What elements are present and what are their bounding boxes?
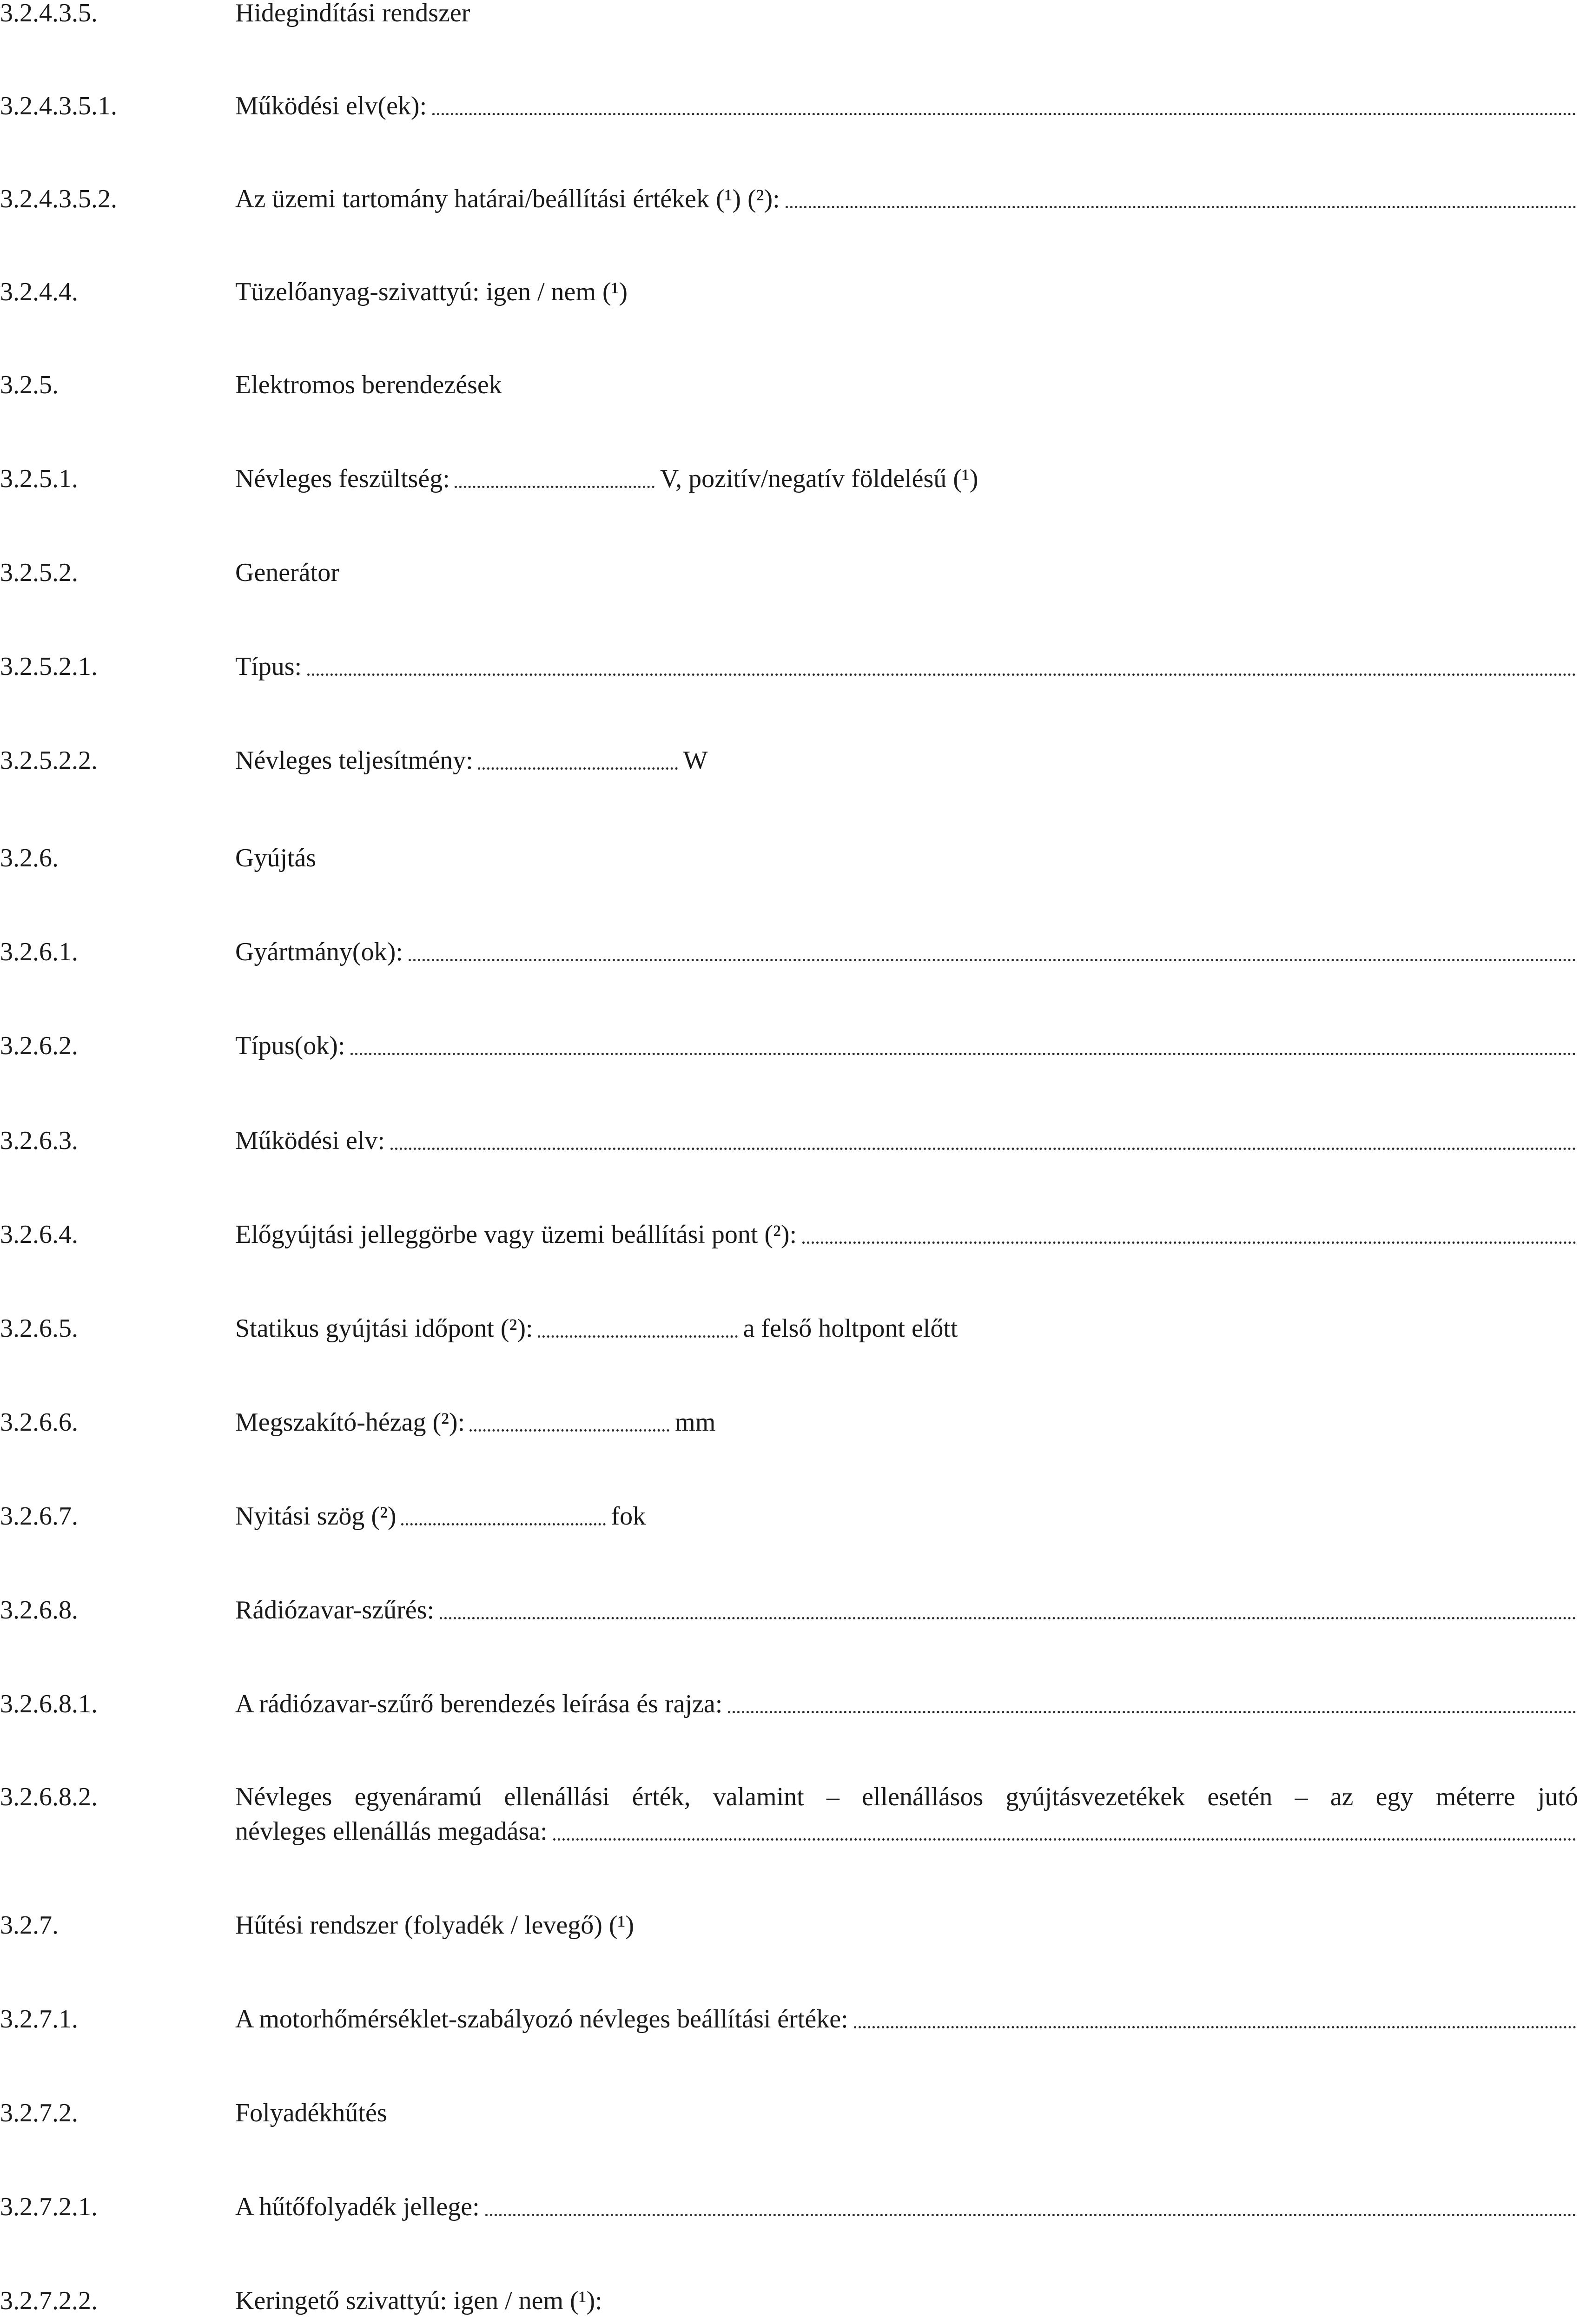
- field-row: [0, 1593, 1580, 1627]
- field-unit: V, pozitív/negatív földelésű (¹): [660, 464, 978, 493]
- field-label: Statikus gyújtási időpont (²):: [235, 1314, 533, 1343]
- field-row: [0, 1406, 1580, 1439]
- section-row: [0, 556, 1580, 589]
- field-row: [0, 1029, 1580, 1063]
- field-unit: fok: [611, 1502, 646, 1531]
- field-row: [0, 1312, 1580, 1345]
- section-number: 3.2.6.8.2.: [0, 1783, 98, 1811]
- section-title: Generátor: [235, 558, 339, 587]
- section-number: 3.2.4.3.5.: [0, 0, 98, 27]
- field-label: A motorhőmérséklet-szabályozó névleges beállítási értéke:: [235, 2005, 848, 2034]
- section-number: 3.2.6.8.: [0, 1596, 78, 1624]
- field-label: Névleges teljesítmény:: [235, 746, 473, 775]
- section-row: [0, 841, 1580, 875]
- field-label: Az üzemi tartomány határai/beállítási értékek (¹) (²):: [235, 185, 780, 213]
- field-unit: mm: [675, 1408, 716, 1437]
- section-number: 3.2.4.3.5.1.: [0, 92, 117, 120]
- field-unit: W: [683, 746, 708, 775]
- dotted-fill-line: [469, 1429, 669, 1432]
- section-number: 3.2.6.7.: [0, 1502, 78, 1531]
- section-row: [0, 0, 1580, 30]
- field-row: [0, 462, 1580, 495]
- section-number: 3.2.6.5.: [0, 1314, 78, 1343]
- field-row: [0, 1124, 1580, 1157]
- field-row: [0, 744, 1580, 777]
- section-title: Hidegindítási rendszer: [235, 0, 470, 27]
- field-row: [0, 1218, 1580, 1251]
- section-number: 3.2.4.3.5.2.: [0, 185, 117, 213]
- dotted-fill-line: [432, 113, 1576, 115]
- dotted-fill-line: [538, 1335, 738, 1338]
- dotted-fill-line: [409, 959, 1576, 961]
- dotted-fill-line: [478, 767, 678, 770]
- field-label: A hűtőfolyadék jellege:: [235, 2192, 480, 2221]
- section-number: 3.2.6.8.1.: [0, 1690, 98, 1718]
- field-label: Típus:: [235, 652, 302, 681]
- section-number: 3.2.6.3.: [0, 1126, 78, 1155]
- section-number: 3.2.5.2.2.: [0, 746, 98, 775]
- field-label: A rádiózavar-szűrő berendezés leírása és rajza:: [235, 1690, 723, 1718]
- field-label: Nyitási szög (²): [235, 1502, 397, 1531]
- field-label: Keringető szivattyú: igen / nem (¹):: [235, 2286, 602, 2315]
- dotted-fill-line: [307, 673, 1576, 676]
- field-unit: a felső holtpont előtt: [743, 1314, 958, 1343]
- field-row: [0, 1780, 1580, 1848]
- section-title: Gyújtás: [235, 844, 317, 872]
- section-number: 3.2.5.2.: [0, 558, 78, 587]
- dotted-fill-line: [350, 1053, 1576, 1055]
- field-label-continued: névleges ellenállás megadása:: [235, 1817, 548, 1846]
- dotted-fill-line: [728, 1711, 1576, 1713]
- dotted-fill-line: [854, 2026, 1576, 2028]
- dotted-fill-line: [440, 1617, 1576, 1619]
- field-row: [0, 275, 1580, 309]
- section-row: [0, 368, 1580, 402]
- field-row: [0, 650, 1580, 683]
- field-label: Gyártmány(ok):: [235, 938, 403, 966]
- field-label: Működési elv:: [235, 1126, 385, 1155]
- dotted-fill-line: [485, 2214, 1576, 2216]
- field-row: [0, 935, 1580, 969]
- field-label: Típus(ok):: [235, 1031, 345, 1060]
- dotted-fill-line: [786, 206, 1576, 208]
- section-row: [0, 1908, 1580, 1942]
- section-number: 3.2.7.1.: [0, 2005, 78, 2034]
- section-number: 3.2.6.2.: [0, 1031, 78, 1060]
- section-number: 3.2.5.1.: [0, 464, 78, 493]
- section-number: 3.2.7.2.1.: [0, 2192, 98, 2221]
- field-row: [0, 2002, 1580, 2036]
- field-label: Működési elv(ek):: [235, 92, 427, 120]
- section-number: 3.2.6.4.: [0, 1220, 78, 1249]
- section-number: 3.2.6.: [0, 844, 59, 872]
- section-number: 3.2.5.: [0, 370, 59, 399]
- section-title: Folyadékhűtés: [235, 2099, 387, 2127]
- field-label: Megszakító-hézag (²):: [235, 1408, 465, 1437]
- field-row: [0, 1499, 1580, 1533]
- section-number: 3.2.7.: [0, 1911, 59, 1940]
- dotted-fill-line: [390, 1148, 1576, 1150]
- section-number: 3.2.7.2.2.: [0, 2286, 98, 2315]
- section-number: 3.2.4.4.: [0, 277, 78, 306]
- dotted-fill-line: [802, 1241, 1576, 1244]
- section-title: Elektromos berendezések: [235, 370, 502, 399]
- field-label: Tüzelőanyag-szivattyú: igen / nem (¹): [235, 277, 628, 306]
- field-label: Névleges egyenáramú ellenállási érték, valamint – ellenállásos gyújtásvezetékek esetén – az egy méterre jutó: [235, 1783, 1578, 1811]
- field-label: Előgyújtási jelleggörbe vagy üzemi beállítási pont (²):: [235, 1220, 797, 1249]
- field-row: [0, 89, 1580, 123]
- section-number: 3.2.7.2.: [0, 2099, 78, 2127]
- section-title: Hűtési rendszer (folyadék / levegő) (¹): [235, 1911, 634, 1940]
- field-row: [0, 1687, 1580, 1721]
- field-row: [0, 2284, 1580, 2317]
- section-number: 3.2.6.1.: [0, 938, 78, 966]
- field-row: [0, 182, 1580, 216]
- section-number: 3.2.5.2.1.: [0, 652, 98, 681]
- field-label: Névleges feszültség:: [235, 464, 450, 493]
- dotted-fill-line: [553, 1838, 1576, 1841]
- field-row: [0, 2190, 1580, 2224]
- dotted-fill-line: [455, 486, 654, 488]
- section-row: [0, 2096, 1580, 2130]
- section-number: 3.2.6.6.: [0, 1408, 78, 1437]
- dotted-fill-line: [401, 1523, 606, 1525]
- field-label: Rádiózavar-szűrés:: [235, 1596, 435, 1624]
